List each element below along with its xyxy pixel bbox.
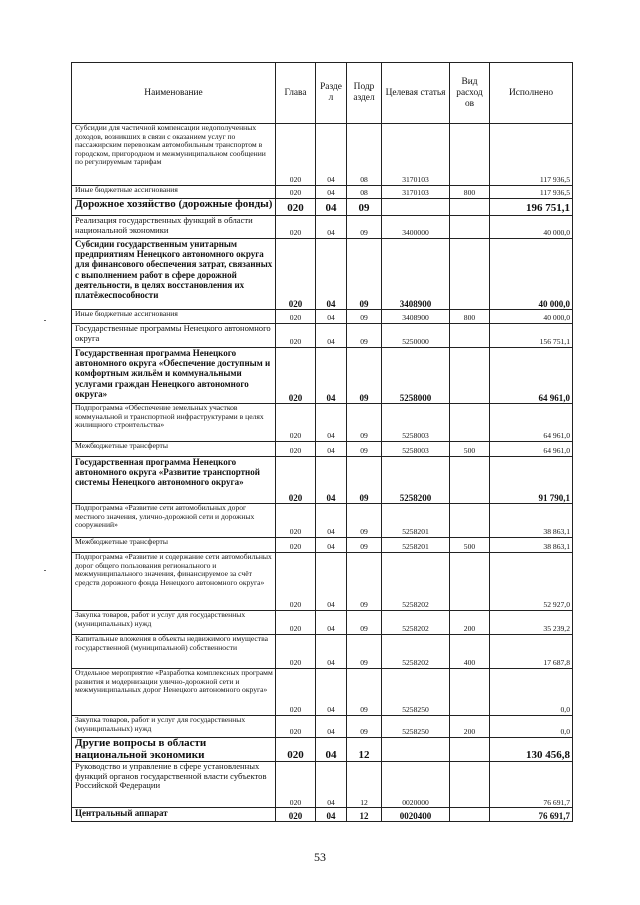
row-glava: 020	[276, 611, 316, 635]
row-amount: 40 000,0	[490, 239, 573, 310]
row-razdel: 04	[316, 716, 347, 738]
row-razdel: 04	[316, 239, 347, 310]
table-row	[72, 457, 573, 504]
row-podrazdel: 09	[347, 216, 382, 239]
row-razdel: 04	[316, 404, 347, 442]
row-glava: 020	[276, 504, 316, 538]
row-target-article: 5258202	[382, 553, 450, 611]
table-row	[72, 504, 573, 538]
row-razdel: 04	[316, 762, 347, 808]
row-glava: 020	[276, 738, 316, 762]
row-name: Руководство и управление в сфере установленных функций органов государственной власти субъектов Российской Федерации	[72, 762, 276, 808]
row-glava: 020	[276, 442, 316, 457]
table-row	[72, 716, 573, 738]
row-target-article: 3408900	[382, 239, 450, 310]
table-row	[72, 199, 573, 216]
table-row	[72, 186, 573, 199]
row-amount: 117 936,5	[490, 124, 573, 186]
row-podrazdel: 09	[347, 635, 382, 669]
row-expense-type	[450, 239, 490, 310]
row-target-article: 5258250	[382, 716, 450, 738]
scan-mark	[44, 570, 46, 571]
table-row	[72, 124, 573, 186]
row-target-article: 5258202	[382, 611, 450, 635]
row-razdel: 04	[316, 611, 347, 635]
row-podrazdel: 09	[347, 442, 382, 457]
row-name: Центральный аппарат	[72, 808, 276, 822]
row-amount: 64 961,0	[490, 348, 573, 404]
row-expense-type	[450, 199, 490, 216]
row-amount: 40 000,0	[490, 310, 573, 324]
row-podrazdel: 09	[347, 310, 382, 324]
header-razdel: Разде л	[316, 63, 347, 124]
row-glava: 020	[276, 669, 316, 716]
row-target-article: 5258000	[382, 348, 450, 404]
row-podrazdel: 08	[347, 186, 382, 199]
row-razdel: 04	[316, 199, 347, 216]
table-row	[72, 553, 573, 611]
row-podrazdel: 09	[347, 611, 382, 635]
row-name: Государственная программа Ненецкого автономного округа «Развитие транспортной системы Ненецкого автономного округа»	[72, 457, 276, 504]
row-target-article: 0020000	[382, 762, 450, 808]
row-amount: 0,0	[490, 669, 573, 716]
row-name: Субсидии государственным унитарным предприятиям Ненецкого автономного округа для финансового обеспечения затрат, связанных с выполнением работ в сфере дорожной деятельности, в целях восстановления их платёжеспособности	[72, 239, 276, 310]
row-name: Реализация государственных функций в области национальной экономики	[72, 216, 276, 239]
row-expense-type	[450, 669, 490, 716]
row-target-article: 5258003	[382, 442, 450, 457]
row-expense-type	[450, 762, 490, 808]
row-amount: 38 863,1	[490, 504, 573, 538]
row-amount: 38 863,1	[490, 538, 573, 553]
row-target-article: 5258201	[382, 504, 450, 538]
row-expense-type	[450, 404, 490, 442]
row-amount: 91 790,1	[490, 457, 573, 504]
row-razdel: 04	[316, 538, 347, 553]
header-glava: Глава	[276, 63, 316, 124]
row-target-article: 5258250	[382, 669, 450, 716]
row-name: Государственная программа Ненецкого автономного округа «Обеспечение доступным и комфортным жильём и коммунальными услугами граждан Ненецкого автономного округа»	[72, 348, 276, 404]
table-row	[72, 762, 573, 808]
row-glava: 020	[276, 635, 316, 669]
row-expense-type	[450, 124, 490, 186]
row-name: Иные бюджетные ассигнования	[72, 186, 276, 199]
row-name: Подпрограмма «Развитие сети автомобильных дорог местного значения, улично-дорожной сети и дорожных сооружений»	[72, 504, 276, 538]
row-podrazdel: 09	[347, 669, 382, 716]
row-razdel: 04	[316, 186, 347, 199]
row-target-article	[382, 199, 450, 216]
table-row	[72, 611, 573, 635]
table-row	[72, 669, 573, 716]
row-glava: 020	[276, 553, 316, 611]
row-name: Иные бюджетные ассигнования	[72, 310, 276, 324]
row-expense-type	[450, 504, 490, 538]
row-name: Капитальные вложения в объекты недвижимого имущества государственной (муниципальной) собственности	[72, 635, 276, 669]
table-row	[72, 738, 573, 762]
header-executed: Исполнено	[490, 63, 573, 124]
row-target-article: 3170103	[382, 186, 450, 199]
row-glava: 020	[276, 457, 316, 504]
row-amount: 52 927,0	[490, 553, 573, 611]
row-expense-type	[450, 553, 490, 611]
table-row	[72, 324, 573, 348]
row-razdel: 04	[316, 442, 347, 457]
row-glava: 020	[276, 199, 316, 216]
row-name: Закупка товаров, работ и услуг для государственных (муниципальных) нужд	[72, 716, 276, 738]
table-row	[72, 442, 573, 457]
row-glava: 020	[276, 310, 316, 324]
row-target-article: 5258003	[382, 404, 450, 442]
row-amount: 64 961,0	[490, 404, 573, 442]
row-expense-type: 800	[450, 310, 490, 324]
table-row	[72, 239, 573, 310]
row-name: Подпрограмма «Развитие и содержание сети автомобильных дорог общего пользования регионального и межмуниципального значения, финансируемое за счёт средств дорожного фонда Ненецкого автономного округа»	[72, 553, 276, 611]
header-name: Наименование	[72, 63, 276, 124]
row-razdel: 04	[316, 216, 347, 239]
row-glava: 020	[276, 404, 316, 442]
row-amount: 64 961,0	[490, 442, 573, 457]
row-razdel: 04	[316, 808, 347, 822]
row-name: Отдельное мероприятие «Разработка комплексных программ развития и модернизации улично-дорожной сети и межмуниципальных дорог Ненецкого автономного округа»	[72, 669, 276, 716]
table-row	[72, 404, 573, 442]
row-razdel: 04	[316, 553, 347, 611]
row-amount: 130 456,8	[490, 738, 573, 762]
row-target-article: 3400000	[382, 216, 450, 239]
row-podrazdel: 12	[347, 808, 382, 822]
row-razdel: 04	[316, 738, 347, 762]
row-razdel: 04	[316, 635, 347, 669]
row-expense-type: 800	[450, 186, 490, 199]
table-row	[72, 808, 573, 822]
table-row	[72, 635, 573, 669]
row-target-article: 5258201	[382, 538, 450, 553]
row-amount: 76 691,7	[490, 808, 573, 822]
row-name: Закупка товаров, работ и услуг для государственных (муниципальных) нужд	[72, 611, 276, 635]
row-expense-type	[450, 457, 490, 504]
row-glava: 020	[276, 324, 316, 348]
row-name: Государственные программы Ненецкого автономного округа	[72, 324, 276, 348]
row-razdel: 04	[316, 504, 347, 538]
row-glava: 020	[276, 216, 316, 239]
row-amount: 0,0	[490, 716, 573, 738]
row-target-article: 5258200	[382, 457, 450, 504]
row-expense-type	[450, 738, 490, 762]
row-amount: 40 000,0	[490, 216, 573, 239]
row-name: Подпрограмма «Обеспечение земельных участков коммунальной и транспортной инфраструктурами в целях жилищного строительства»	[72, 404, 276, 442]
row-podrazdel: 09	[347, 504, 382, 538]
row-glava: 020	[276, 348, 316, 404]
row-razdel: 04	[316, 457, 347, 504]
table-row	[72, 348, 573, 404]
header-expense-type: Вид расход ов	[450, 63, 490, 124]
row-podrazdel: 09	[347, 348, 382, 404]
row-expense-type: 200	[450, 611, 490, 635]
row-expense-type: 400	[450, 635, 490, 669]
row-glava: 020	[276, 124, 316, 186]
row-expense-type	[450, 324, 490, 348]
row-podrazdel: 08	[347, 124, 382, 186]
row-podrazdel: 09	[347, 324, 382, 348]
row-amount: 35 239,2	[490, 611, 573, 635]
row-amount: 17 687,8	[490, 635, 573, 669]
row-podrazdel: 12	[347, 738, 382, 762]
row-glava: 020	[276, 762, 316, 808]
row-podrazdel: 09	[347, 404, 382, 442]
table-row	[72, 216, 573, 239]
row-amount: 156 751,1	[490, 324, 573, 348]
row-razdel: 04	[316, 669, 347, 716]
row-glava: 020	[276, 716, 316, 738]
header-podrazdel: Подр аздел	[347, 63, 382, 124]
row-target-article	[382, 738, 450, 762]
row-expense-type	[450, 216, 490, 239]
row-glava: 020	[276, 538, 316, 553]
row-razdel: 04	[316, 310, 347, 324]
row-amount: 76 691,7	[490, 762, 573, 808]
row-expense-type: 500	[450, 442, 490, 457]
row-podrazdel: 09	[347, 199, 382, 216]
row-podrazdel: 09	[347, 538, 382, 553]
row-name: Межбюджетные трансферты	[72, 442, 276, 457]
row-target-article: 5250000	[382, 324, 450, 348]
header-target-article: Целевая статья	[382, 63, 450, 124]
table-header-row	[72, 63, 573, 124]
row-target-article: 5258202	[382, 635, 450, 669]
row-podrazdel: 09	[347, 239, 382, 310]
row-podrazdel: 09	[347, 553, 382, 611]
scan-mark	[44, 320, 46, 321]
row-razdel: 04	[316, 348, 347, 404]
row-name: Другие вопросы в области национальной экономики	[72, 738, 276, 762]
row-name: Субсидии для частичной компенсации недополученных доходов, возникших в связи с оказанием услуг по пассажирским перевозкам автомобильным транспортом в городском, пригородном и межмуниципальном сообщении по регулируемым тарифам	[72, 124, 276, 186]
row-podrazdel: 09	[347, 457, 382, 504]
table-row	[72, 310, 573, 324]
row-amount: 196 751,1	[490, 199, 573, 216]
row-podrazdel: 12	[347, 762, 382, 808]
row-amount: 117 936,5	[490, 186, 573, 199]
row-name: Дорожное хозяйство (дорожные фонды)	[72, 199, 276, 216]
row-razdel: 04	[316, 324, 347, 348]
budget-execution-table	[71, 62, 573, 822]
row-target-article: 3170103	[382, 124, 450, 186]
row-target-article: 3408900	[382, 310, 450, 324]
row-expense-type: 500	[450, 538, 490, 553]
row-expense-type	[450, 808, 490, 822]
row-name: Межбюджетные трансферты	[72, 538, 276, 553]
row-expense-type	[450, 348, 490, 404]
row-razdel: 04	[316, 124, 347, 186]
row-podrazdel: 09	[347, 716, 382, 738]
row-glava: 020	[276, 808, 316, 822]
row-glava: 020	[276, 186, 316, 199]
table-row	[72, 538, 573, 553]
row-expense-type: 200	[450, 716, 490, 738]
row-target-article: 0020400	[382, 808, 450, 822]
row-glava: 020	[276, 239, 316, 310]
page-number: 53	[314, 850, 326, 864]
